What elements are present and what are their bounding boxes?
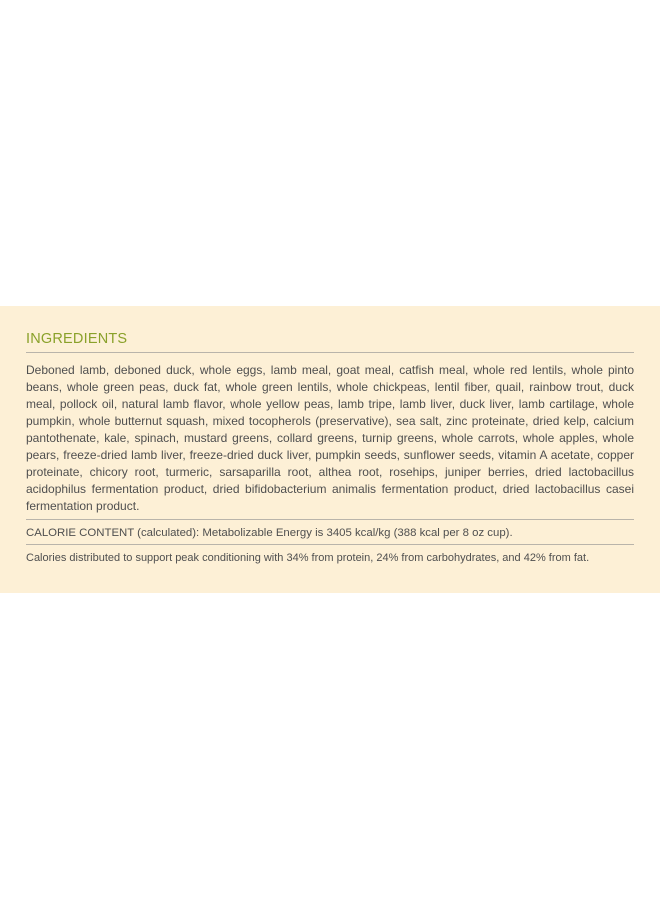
calorie-distribution: Calories distributed to support peak conditioning with 34% from protein, 24% from carbohydrates, and 42% from fat.: [26, 552, 590, 564]
ingredients-panel: [0, 306, 660, 593]
calorie-content: CALORIE CONTENT (calculated): Metabolizable Energy is 3405 kcal/kg (388 kcal per 8 oz cup).: [26, 527, 513, 539]
ingredients-list: Deboned lamb, deboned duck, whole eggs, lamb meal, goat meal, catfish meal, whole red lentils, whole pinto beans, whole green peas, duck fat, whole green lentils, whole chickpeas, lentil fiber, quail, rainbow trout, duck meal, pollock oil, natural lamb flavor, whole yellow peas, lamb tripe, lamb liver, duck liver, lamb cartilage, whole pumpkin, whole butternut squash, mixed tocopherols (preservative), sea salt, zinc proteinate, dried kelp, calcium pantothenate, kale, spinach, mustard greens, collard greens, turnip greens, whole carrots, whole apples, whole pears, freeze-dried lamb liver, freeze-dried duck liver, pumpkin seeds, sunflower seeds, vitamin A acetate, copper proteinate, chicory root, turmeric, sarsaparilla root, althea root, rosehips, juniper berries, dried lactobacillus acidophilus fermentation product, dried bifidobacterium animalis fermentation product, dried lactobacillus casei fermentation product.: [26, 363, 634, 513]
ingredients-heading: INGREDIENTS: [26, 331, 128, 347]
